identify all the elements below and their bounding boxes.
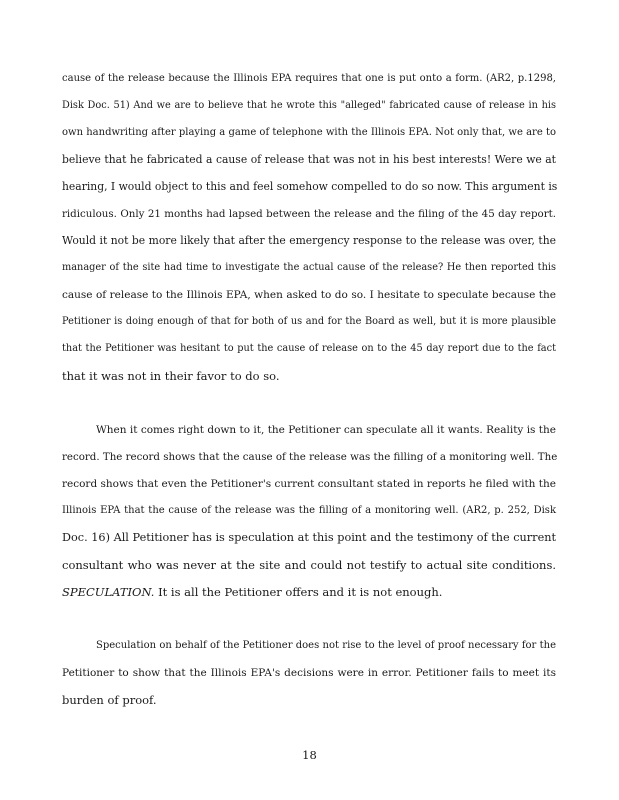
body-text-fragment: It is all the Petitioner offers and it is not enough.: [154, 585, 443, 599]
body-text-line: consultant who was never at the site and could not testify to actual site conditions.: [62, 558, 556, 572]
body-text-line: that it was not in their favor to do so.: [62, 369, 280, 383]
body-text-line: ridiculous. Only 21 months had lapsed between the release and the filing of the 45 day report.: [62, 208, 556, 220]
body-text-line: Would it not be more likely that after the emergency response to the release was over, the: [62, 234, 556, 247]
body-text-line: own handwriting after playing a game of telephone with the Illinois EPA. Not only that, we are to: [62, 127, 556, 138]
body-text-line: Doc. 16) All Petitioner has is speculation at this point and the testimony of the current: [62, 531, 556, 544]
body-text-line: [62, 585, 556, 599]
body-text-line: record. The record shows that the cause of the release was the filling of a monitoring well. The: [62, 451, 558, 463]
body-text-line: burden of proof.: [62, 693, 157, 707]
body-text-line: Speculation on behalf of the Petitioner does not rise to the level of proof necessary for the: [96, 640, 556, 651]
body-text-line: Disk Doc. 51) And we are to believe that he wrote this "alleged" fabricated cause of release in his: [62, 100, 556, 111]
body-text-line: Petitioner is doing enough of that for both of us and for the Board as well, but it is more plausible: [62, 316, 556, 327]
body-text-line: Petitioner to show that the Illinois EPA's decisions were in error. Petitioner fails to meet its: [62, 667, 556, 679]
body-text-line: When it comes right down to it, the Petitioner can speculate all it wants. Reality is the: [96, 424, 556, 436]
body-text-line: that the Petitioner was hesitant to put the cause of release on to the 45 day report due to the fact: [62, 343, 556, 354]
body-text-line: hearing, I would object to this and feel somehow compelled to do so now. This argument is: [62, 180, 558, 193]
speculation-emphasis: SPECULATION.: [62, 585, 155, 599]
body-text-line: cause of the release because the Illinois EPA requires that one is put onto a form. (AR2, p.1298,: [62, 73, 556, 84]
page-number: 18: [302, 748, 317, 762]
body-text-line: Illinois EPA that the cause of the release was the filling of a monitoring well. (AR2, p. 252, Disk: [62, 505, 556, 516]
body-text-line: cause of release to the Illinois EPA, when asked to do so. I hesitate to speculate because the: [62, 289, 556, 301]
body-text-line: believe that he fabricated a cause of release that was not in his best interests! Were we at: [62, 153, 556, 166]
body-text-line: manager of the site had time to investigate the actual cause of the release? He then reported this: [62, 262, 556, 273]
body-text-line: record shows that even the Petitioner's current consultant stated in reports he filed with the: [62, 478, 556, 490]
